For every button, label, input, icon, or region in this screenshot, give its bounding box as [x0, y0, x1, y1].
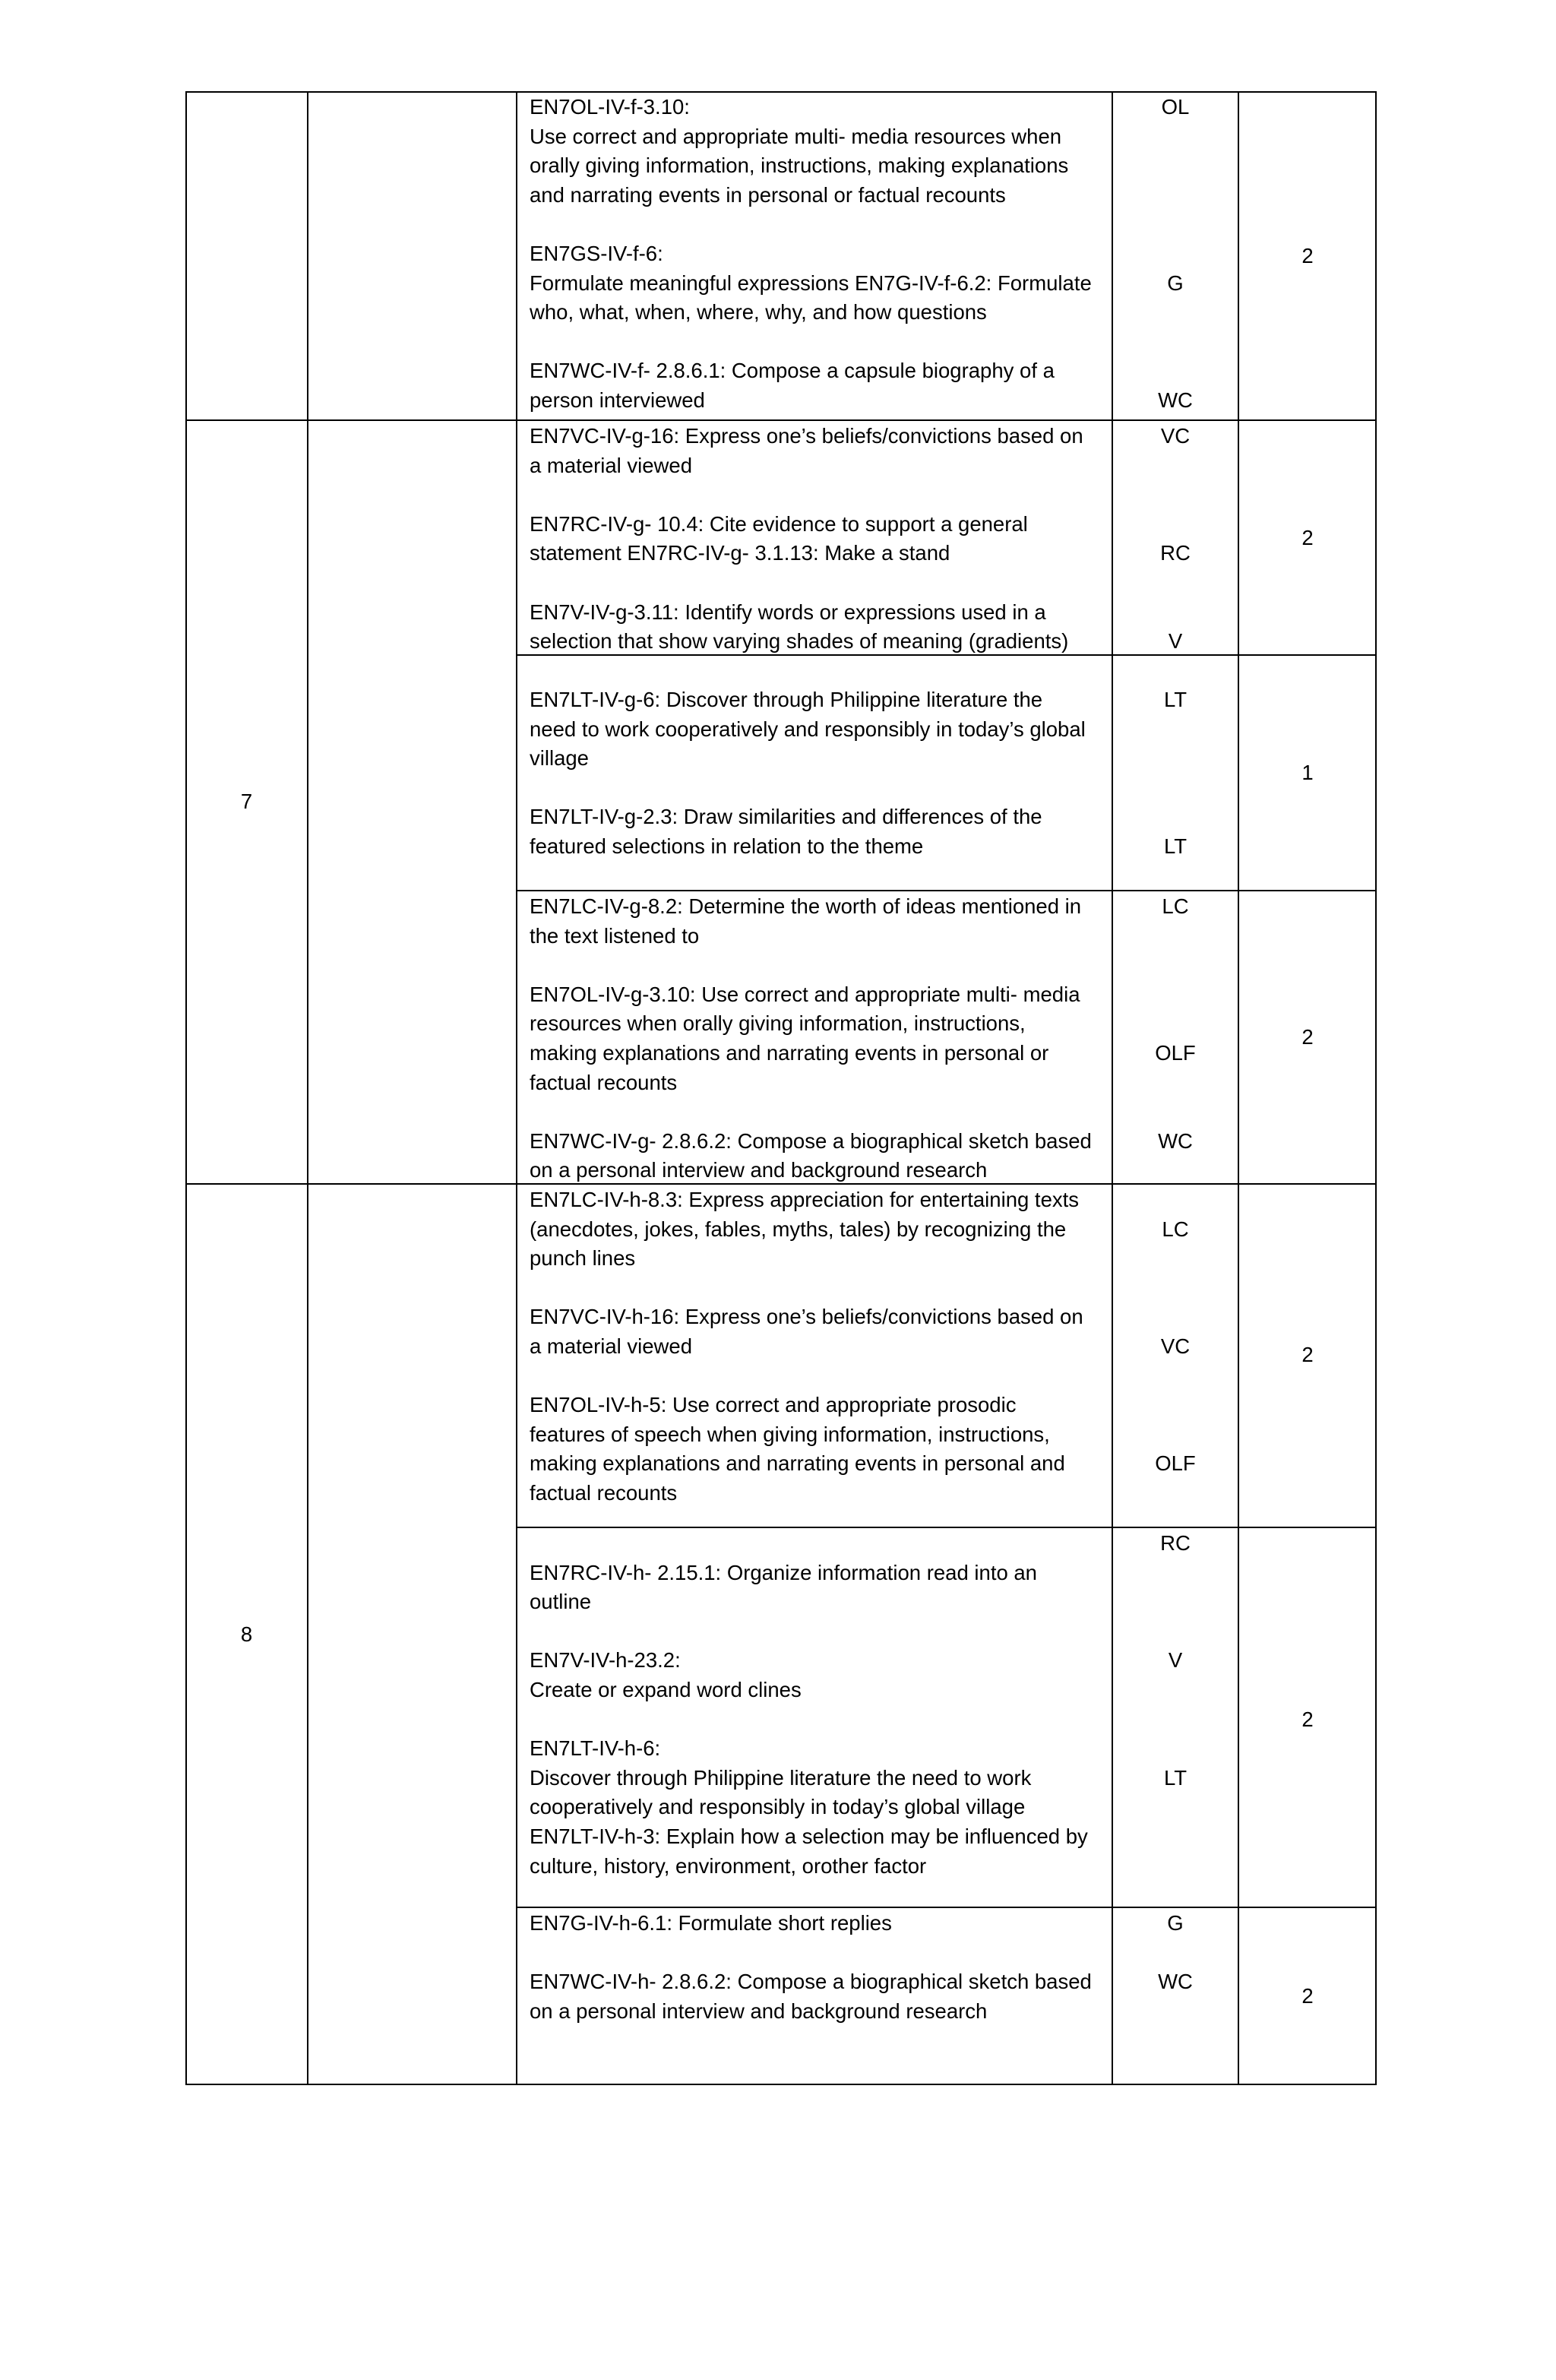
competency-text: EN7LT-IV-g-6: Discover through Philippine literature the need to work cooperatively and responsibly in today’s global village EN7LT-IV-g-2.3: Draw similarities and differences of the featured selections in relation to the theme	[530, 688, 1086, 858]
domain-code: G WC	[1158, 1911, 1193, 1994]
week-label: 8	[240, 1622, 253, 1646]
domain-code: LT LT	[1163, 688, 1188, 858]
days-count: 1	[1301, 761, 1314, 784]
competency-text: EN7RC-IV-h- 2.15.1: Organize information read into an outline EN7V-IV-h-23.2: Create or expand word clines EN7LT-IV-h-6: Discover through Philippine literature the need to work cooperatively and responsibly in today’s global village EN7LT-IV-h-3: Explain how a selection may be influenced by culture, history, environment, orother factor	[530, 1560, 1088, 1878]
days-count: 2	[1301, 526, 1314, 549]
competency-text: EN7LC-IV-g-8.2: Determine the worth of ideas mentioned in the text listened to EN7OL-IV-g-3.10: Use correct and appropriate multi- media resources when orally giving information, instructions, making explanations and narrating events in personal or factual recounts EN7WC-IV-g- 2.8.6.2: Compose a biographical sketch based on a personal interview and background research	[530, 894, 1092, 1182]
domain-code: RC V LT	[1160, 1531, 1191, 1790]
days-count: 2	[1301, 1025, 1314, 1049]
competency-text: EN7OL-IV-f-3.10: Use correct and appropriate multi- media resources when orally giving information, instructions, making explanations and narrating events in personal or factual recounts EN7GS-IV-f-6: Formulate meaningful expressions EN7G-IV-f-6.2: Formulate who, what, when, where, why, and how questions EN7WC-IV-f- 2.8.6.1: Compose a capsule biography of a person interviewed	[530, 95, 1092, 412]
days-count: 2	[1301, 1343, 1314, 1366]
days-count: 2	[1301, 1984, 1314, 2008]
days-count: 2	[1301, 1707, 1314, 1731]
curriculum-table	[185, 91, 1377, 2085]
competency-text: EN7G-IV-h-6.1: Formulate short replies EN7WC-IV-h- 2.8.6.2: Compose a biographical sketch based on a personal interview and background research	[530, 1911, 1092, 2023]
week-label: 7	[240, 790, 253, 813]
days-count: 2	[1301, 244, 1314, 267]
domain-code: OL G WC	[1158, 95, 1193, 412]
domain-code: LC VC OLF	[1155, 1217, 1196, 1476]
competency-text: EN7VC-IV-g-16: Express one’s beliefs/convictions based on a material viewed EN7RC-IV-g- 10.4: Cite evidence to support a general statement EN7RC-IV-g- 3.1.13: Make a stand EN7V-IV-g-3.11: Identify words or expressions used in a selection that show varying shades of meaning (gradients)	[530, 424, 1083, 654]
domain-code: LC OLF WC	[1155, 894, 1196, 1153]
competency-text: EN7LC-IV-h-8.3: Express appreciation for entertaining texts (anecdotes, jokes, fables, myths, tales) by recognizing the punch lines EN7VC-IV-h-16: Express one’s beliefs/convictions based on a material viewed EN7OL-IV-h-5: Use correct and appropriate prosodic features of speech when giving information, instructions, making explanations and narrating events in personal and factual recounts	[530, 1188, 1083, 1505]
domain-code: VC RC V	[1160, 424, 1191, 654]
